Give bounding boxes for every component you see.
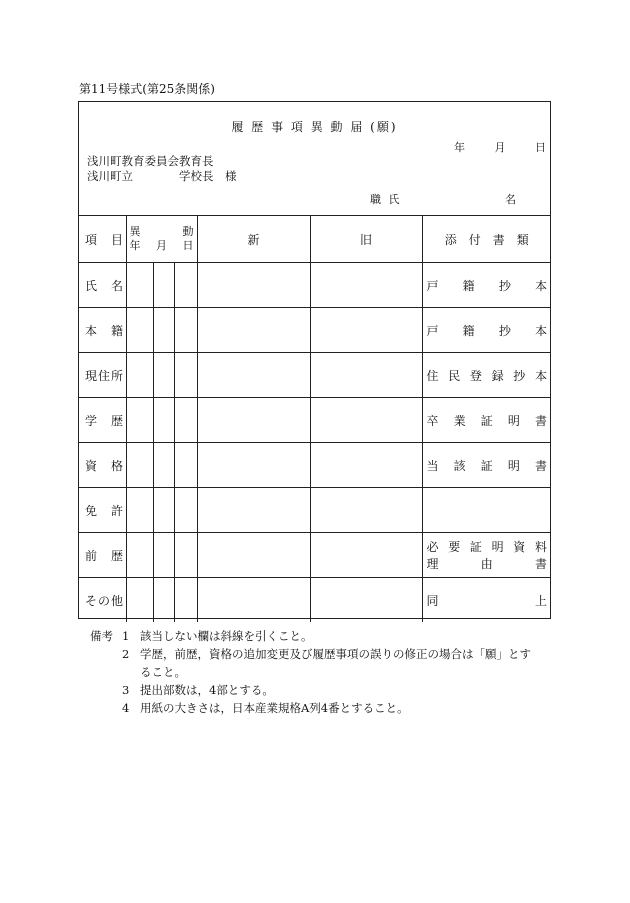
note-label [90, 681, 122, 699]
year-label: 年 [454, 141, 465, 154]
table-row [79, 578, 551, 623]
cell-day[interactable] [174, 443, 197, 488]
attach-char: 証 [469, 540, 482, 554]
date-line [454, 139, 546, 155]
position-name-label: 職 氏 [370, 193, 402, 206]
cell-attachments [422, 443, 551, 488]
header-attachments: 添 付 書 類 [422, 216, 551, 263]
cell-month[interactable] [153, 533, 174, 578]
cell-new[interactable] [197, 443, 310, 488]
header-item: 項 目 [79, 216, 126, 263]
cell-attachments [422, 263, 551, 308]
attach-char: 由 [480, 557, 493, 571]
attach-char: 本 [534, 278, 547, 293]
cell-old[interactable] [310, 353, 422, 398]
cell-old[interactable] [310, 533, 422, 578]
row-item-label: 本 籍 [79, 308, 126, 353]
cell-new[interactable] [197, 533, 310, 578]
note-item [90, 627, 560, 645]
cell-month[interactable] [153, 488, 174, 533]
month-label: 月 [494, 141, 506, 154]
cell-new[interactable] [197, 308, 310, 353]
row-item-label: 資 格 [79, 443, 126, 488]
cell-attachments [422, 398, 551, 443]
cell-new[interactable] [197, 488, 310, 533]
cell-month[interactable] [153, 398, 174, 443]
notes-section [90, 627, 560, 717]
form-title: 履 歴 事 項 異 動 届 (願) [231, 120, 398, 134]
cell-year[interactable] [126, 263, 153, 308]
note-label [90, 699, 122, 717]
note-text: 該当しない欄は斜線を引くこと。 [140, 629, 313, 643]
attach-char: 資 [513, 540, 526, 554]
cell-month[interactable] [153, 308, 174, 353]
note-item [90, 699, 560, 717]
form-header [79, 102, 550, 215]
note-text: 学歴，前歴，資格の追加変更及び履歴事項の誤りの修正の場合は「願」とす [140, 647, 531, 661]
cell-year[interactable] [126, 578, 153, 623]
attach-char: 要 [448, 540, 461, 554]
header-change [126, 216, 197, 263]
table-row [79, 353, 551, 398]
change-day: 日 [182, 239, 194, 252]
cell-day[interactable] [174, 488, 197, 533]
table-header-row [79, 216, 551, 263]
cell-attachments [422, 488, 551, 533]
table-row [79, 398, 551, 443]
attach-char: 同 [426, 593, 439, 608]
cell-day[interactable] [174, 578, 197, 623]
cell-new[interactable] [197, 353, 310, 398]
cell-attachments [422, 353, 551, 398]
attach-char: 必 [426, 540, 439, 554]
change-month: 月 [156, 239, 167, 252]
form-box [78, 101, 551, 619]
attach-char: 理 [426, 557, 439, 571]
table-row [79, 488, 551, 533]
attach-char: 戸 [426, 278, 439, 293]
note-label [90, 645, 122, 663]
cell-year[interactable] [126, 488, 153, 533]
attach-char: 登 [469, 368, 482, 383]
cell-year[interactable] [126, 398, 153, 443]
table-row [79, 263, 551, 308]
row-item-label: 現住所 [79, 353, 126, 398]
row-item-label: 学 歴 [79, 398, 126, 443]
cell-day[interactable] [174, 263, 197, 308]
name-end-label: 名 [505, 193, 516, 206]
cell-old[interactable] [310, 263, 422, 308]
cell-old[interactable] [310, 443, 422, 488]
attach-char: 本 [534, 323, 547, 338]
cell-old[interactable] [310, 308, 422, 353]
attach-char: 籍 [462, 323, 475, 338]
note-text: 提出部数は，4部とする。 [140, 683, 274, 697]
change-label-left: 異 [129, 225, 141, 238]
cell-year[interactable] [126, 308, 153, 353]
cell-month[interactable] [153, 578, 174, 623]
attach-char: 民 [448, 368, 461, 383]
addressee-superintendent: 浅川町教育委員会教育長 [87, 154, 214, 168]
header-new: 新 [197, 216, 310, 263]
attach-char: 卒 [426, 413, 439, 428]
attach-char: 書 [534, 458, 547, 473]
cell-old[interactable] [310, 578, 422, 623]
header-old: 旧 [310, 216, 422, 263]
change-table [79, 215, 551, 622]
cell-attachments [422, 533, 551, 578]
table-row [79, 443, 551, 488]
attach-char: 明 [507, 413, 520, 428]
attach-char: 抄 [498, 278, 511, 293]
change-label-right: 動 [182, 225, 194, 238]
attach-char: 書 [534, 557, 547, 571]
attach-char: 証 [480, 458, 493, 473]
cell-attachments [422, 308, 551, 353]
cell-month[interactable] [153, 443, 174, 488]
note-number: 1 [122, 629, 130, 643]
attach-char: 証 [480, 413, 493, 428]
table-row [79, 308, 551, 353]
attach-char: 本 [534, 368, 547, 383]
cell-year[interactable] [126, 353, 153, 398]
cell-day[interactable] [174, 353, 197, 398]
attach-char: 業 [453, 413, 466, 428]
attach-char: 住 [426, 368, 439, 383]
cell-attachments [422, 578, 551, 623]
row-item-label: その他 [79, 578, 126, 623]
cell-year[interactable] [126, 443, 153, 488]
attach-char: 料 [534, 540, 547, 554]
attach-char: 該 [453, 458, 466, 473]
cell-old[interactable] [310, 488, 422, 533]
cell-month[interactable] [153, 353, 174, 398]
note-continuation: ること。 [140, 665, 186, 679]
attach-char: 書 [534, 413, 547, 428]
row-item-label: 前 歴 [79, 533, 126, 578]
change-year: 年 [129, 239, 141, 252]
attach-char: 明 [507, 458, 520, 473]
attach-char: 戸 [426, 323, 439, 338]
attach-char: 抄 [498, 323, 511, 338]
attach-char: 籍 [462, 278, 475, 293]
row-item-label: 免 許 [79, 488, 126, 533]
attach-char: 抄 [513, 368, 526, 383]
note-number: 2 [122, 647, 130, 661]
cell-new[interactable] [197, 263, 310, 308]
day-label: 日 [535, 141, 546, 154]
addressee-principal: 浅川町立 学校長 様 [87, 169, 237, 183]
note-item [90, 681, 560, 699]
form-number: 第11号様式(第25条関係) [79, 82, 215, 96]
note-text: 用紙の大きさは，日本産業規格A列4番とすること。 [140, 701, 409, 715]
table-row [79, 533, 551, 578]
cell-new[interactable] [197, 578, 310, 623]
row-item-label: 氏 名 [79, 263, 126, 308]
cell-year[interactable] [126, 533, 153, 578]
attach-char: 上 [535, 593, 548, 608]
note-label: 備考 [90, 629, 113, 643]
cell-day[interactable] [174, 398, 197, 443]
attach-char: 録 [491, 368, 504, 383]
note-number: 3 [122, 683, 130, 697]
attach-char: 当 [426, 458, 439, 473]
cell-day[interactable] [174, 308, 197, 353]
cell-old[interactable] [310, 398, 422, 443]
cell-month[interactable] [153, 263, 174, 308]
cell-day[interactable] [174, 533, 197, 578]
attach-char: 明 [491, 540, 504, 554]
note-item [90, 645, 560, 663]
note-number: 4 [122, 701, 130, 715]
cell-new[interactable] [197, 398, 310, 443]
